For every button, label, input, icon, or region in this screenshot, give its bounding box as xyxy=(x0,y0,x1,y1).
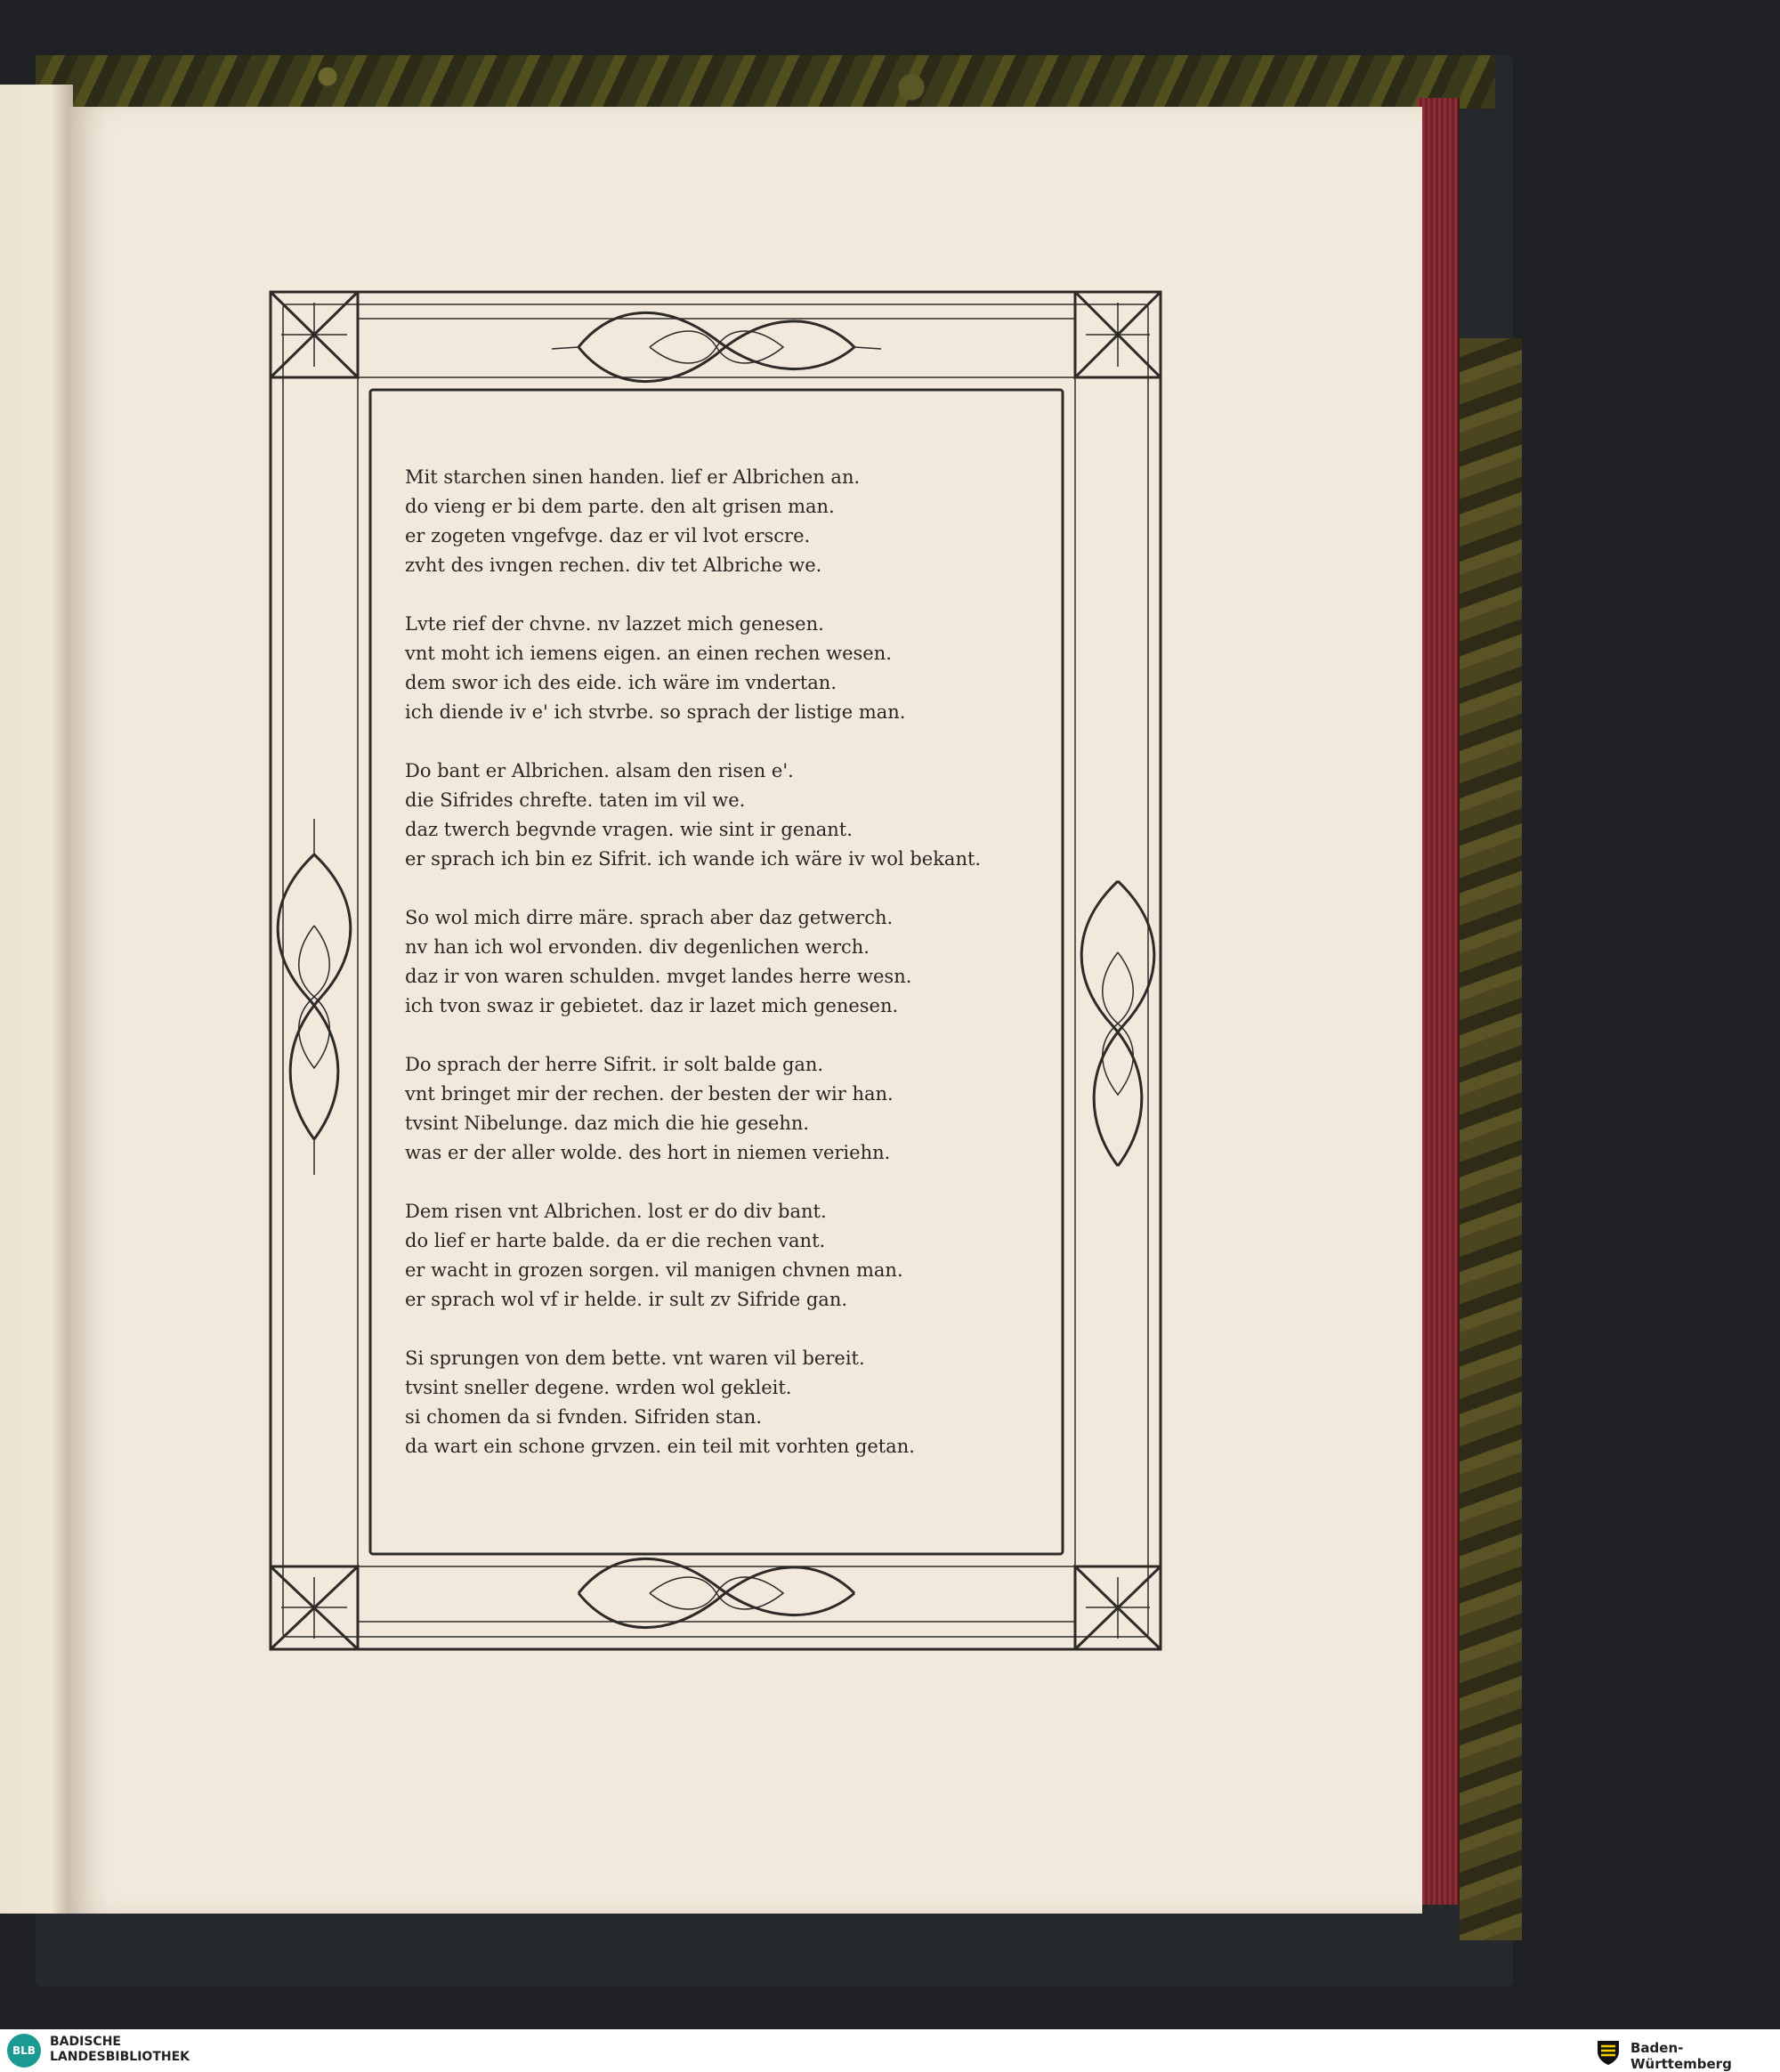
verse-line: da wart ein schone grvzen. ein teil mit vorhten getan. xyxy=(405,1436,915,1457)
stanza-5 xyxy=(405,1050,1028,1168)
verse-line: Si sprungen von dem bette. vnt waren vil bereit. xyxy=(405,1348,865,1369)
verse-line: daz twerch begvnde vragen. wie sint ir genant. xyxy=(405,819,853,840)
red-page-edge xyxy=(1417,98,1460,1905)
verse-line: tvsint sneller degene. wrden wol gekleit. xyxy=(405,1377,792,1398)
stanza-6 xyxy=(405,1197,1028,1315)
verse-line: vnt moht ich iemens eigen. an einen rechen wesen. xyxy=(405,643,892,664)
verse-line: ich tvon swaz ir gebietet. daz ir lazet mich genesen. xyxy=(405,995,899,1016)
verse-line: er zogeten vngefvge. daz er vil lvot erscre. xyxy=(405,525,811,546)
verse-line: si chomen da si fvnden. Sifriden stan. xyxy=(405,1406,762,1428)
library-name-line2: LANDESBIBLIOTHEK xyxy=(50,2050,190,2064)
verse-line: Mit starchen sinen handen. lief er Albrichen an. xyxy=(405,466,861,488)
verse-line: Do sprach der herre Sifrit. ir solt balde gan. xyxy=(405,1054,824,1075)
stanza-3 xyxy=(405,757,1028,874)
state-name[interactable]: Baden-Württemberg xyxy=(1630,2040,1732,2072)
verse-line: er wacht in grozen sorgen. vil manigen chvnen man. xyxy=(405,1259,903,1281)
verse-line: vnt bringet mir der rechen. der besten der wir han. xyxy=(405,1083,894,1105)
verse-line: die Sifrides chrefte. taten im vil we. xyxy=(405,789,746,811)
footer-bar xyxy=(0,2029,1780,2072)
verse-line: Dem risen vnt Albrichen. lost er do div bant. xyxy=(405,1201,827,1222)
left-page xyxy=(0,85,73,1914)
verse-line: er sprach wol vf ir helde. ir sult zv Sifride gan. xyxy=(405,1289,848,1310)
verse-line: zvht des ivngen rechen. div tet Albriche we. xyxy=(405,554,822,576)
verse-line: Do bant er Albrichen. alsam den risen e'. xyxy=(405,760,794,781)
verse-line: tvsint Nibelunge. daz mich die hie gesehn. xyxy=(405,1113,810,1134)
poem-text xyxy=(405,463,1028,1491)
stanza-2 xyxy=(405,610,1028,727)
marbled-cover-right xyxy=(1460,338,1522,1940)
verse-line: dem swor ich des eide. ich wäre im vndertan. xyxy=(405,672,837,693)
verse-line: nv han ich wol ervonden. div degenlichen werch. xyxy=(405,936,870,958)
verse-line: er sprach ich bin ez Sifrit. ich wande ich wäre iv wol bekant. xyxy=(405,848,982,870)
verse-line: do lief er harte balde. da er die rechen vant. xyxy=(405,1230,826,1251)
verse-line: Lvte rief der chvne. nv lazzet mich genesen. xyxy=(405,613,824,635)
stanza-4 xyxy=(405,903,1028,1021)
verse-line: So wol mich dirre märe. sprach aber daz getwerch. xyxy=(405,907,894,928)
stanza-1 xyxy=(405,463,1028,580)
library-name-line1: BADISCHE xyxy=(50,2035,121,2049)
blb-logo-text: BLB xyxy=(12,2044,36,2057)
verse-line: do vieng er bi dem parte. den alt grisen man. xyxy=(405,496,835,517)
marbled-cover-top xyxy=(36,55,1495,109)
stanza-7 xyxy=(405,1344,1028,1461)
blb-logo-icon[interactable] xyxy=(7,2034,41,2068)
baden-wuerttemberg-crest-icon[interactable] xyxy=(1593,2036,1623,2066)
verse-line: was er der aller wolde. des hort in niemen veriehn. xyxy=(405,1142,891,1163)
library-name[interactable] xyxy=(50,2035,190,2065)
verse-line: ich diende iv e' ich stvrbe. so sprach der listige man. xyxy=(405,701,906,723)
verse-line: daz ir von waren schulden. mvget landes herre wesn. xyxy=(405,966,912,987)
